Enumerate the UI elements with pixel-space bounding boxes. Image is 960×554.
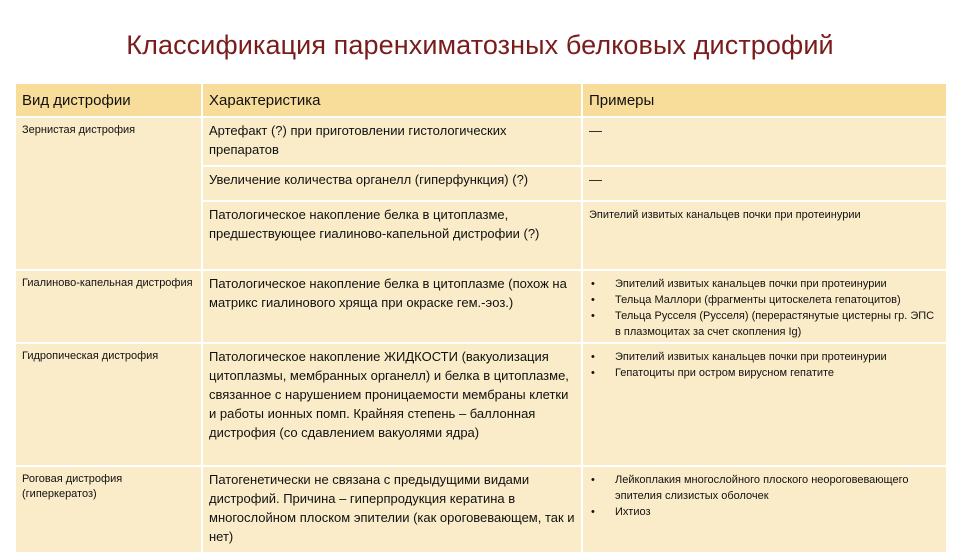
row-hyaline-type: Гиалиново-капельная дистрофия (15, 270, 202, 343)
row-granular-example-2: — (582, 166, 947, 201)
row-hyaline-examples (582, 270, 947, 343)
list-item: • Лейкоплакия многослойного плоского неороговевающего эпителия слизистых оболочек (589, 472, 940, 504)
hydropic-examples-list (589, 349, 940, 381)
table-header-row (15, 83, 947, 117)
row-hydropic-characteristic: Патологическое накопление ЖИДКОСТИ (вакуолизация цитоплазмы, мембранных органелл) и белка в цитоплазме, связанное с нарушением проницаемости мембраны клетки и работы ионных помп. Крайняя степень – баллонная дистрофия (со сдавлением вакуолями ядра) (202, 343, 582, 466)
keratin-examples-list (589, 472, 940, 520)
header-examples: Примеры (582, 83, 947, 117)
header-characteristic: Характеристика (202, 83, 582, 117)
list-item: • Эпителий извитых канальцев почки при протеинурии (589, 349, 940, 365)
list-item: • Ихтиоз (589, 504, 940, 520)
table-row (15, 270, 947, 343)
row-granular-example-1: — (582, 117, 947, 166)
list-item: • Тельца Маллори (фрагменты цитоскелета гепатоцитов) (589, 292, 940, 308)
row-keratin-characteristic: Патогенетически не связана с предыдущими видами дистрофий. Причина – гиперпродукция кератина в многослойном плоском эпителии (как ороговевающем, так и нет) (202, 466, 582, 553)
row-keratin-type: Роговая дистрофия (гиперкератоз) (15, 466, 202, 553)
row-granular-example-3: Эпителий извитых канальцев почки при протеинурии (582, 201, 947, 270)
table-row (15, 343, 947, 466)
slide-title: Классификация паренхиматозных белковых дистрофий (126, 30, 834, 60)
row-hydropic-examples (582, 343, 947, 466)
hyaline-examples-list (589, 276, 940, 340)
table-row (15, 117, 947, 166)
row-granular-characteristic-2: Увеличение количества органелл (гиперфункция) (?) (202, 166, 582, 201)
row-granular-type: Зернистая дистрофия (15, 117, 202, 270)
list-item: • Гепатоциты при остром вирусном гепатите (589, 365, 940, 381)
row-granular-characteristic-1: Артефакт (?) при приготовлении гистологических препаратов (202, 117, 582, 166)
dystrophy-classification-table (14, 82, 948, 554)
header-type: Вид дистрофии (15, 83, 202, 117)
row-hydropic-type: Гидропическая дистрофия (15, 343, 202, 466)
list-item: • Тельца Русселя (Русселя) (перерастянутые цистерны гр. ЭПС в плазмоцитах за счет скопления Ig) (589, 308, 940, 340)
row-granular-characteristic-3: Патологическое накопление белка в цитоплазме, предшествующее гиалиново-капельной дистрофии (?) (202, 201, 582, 270)
list-item: • Эпителий извитых канальцев почки при протеинурии (589, 276, 940, 292)
row-hyaline-characteristic: Патологическое накопление белка в цитоплазме (похож на матрикс гиалинового хряща при окраске гем.-эоз.) (202, 270, 582, 343)
